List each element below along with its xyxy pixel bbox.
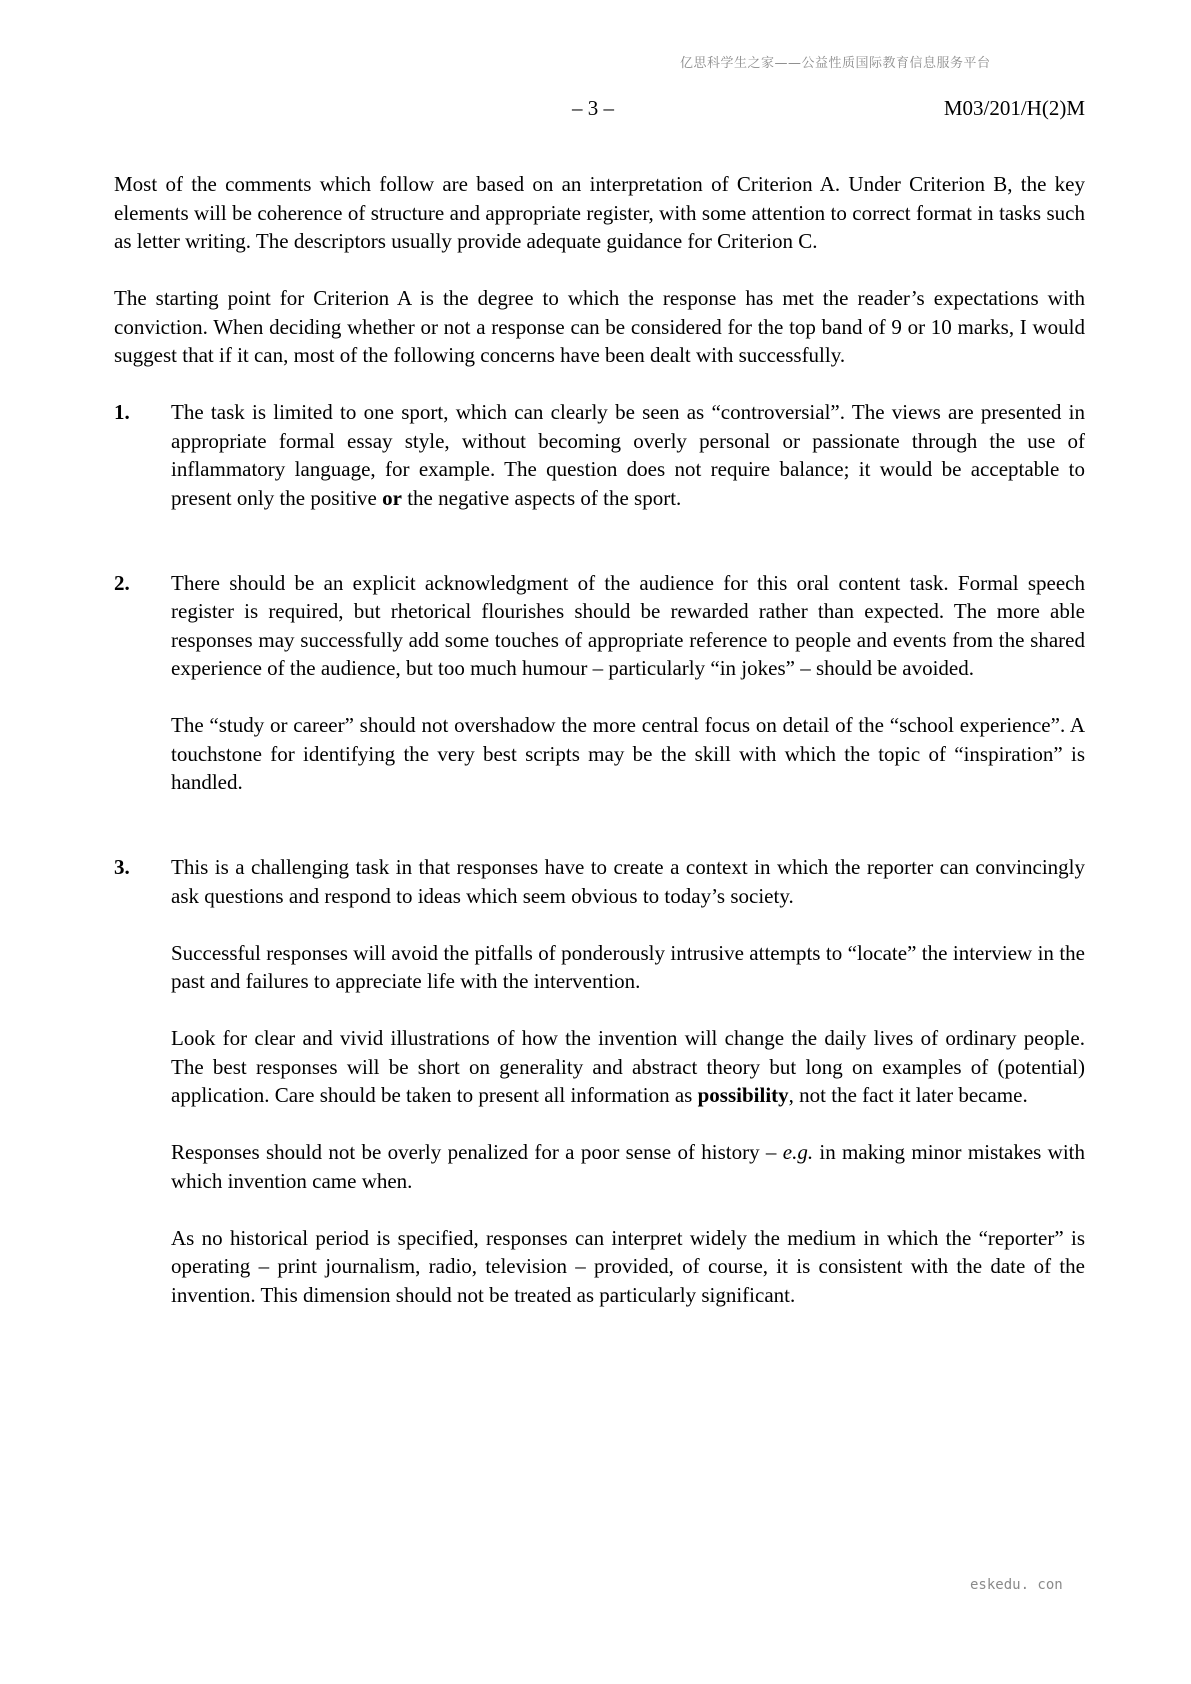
intro-paragraph-2: The starting point for Criterion A is the degree to which the response has met the reader’s expectations with conviction. When deciding whether or not a response can be considered for the top band of 9 or 10 marks, I would suggest that if it can, most of the following concerns have been dealt with successfully. [114,286,1085,367]
list-item-2 [114,569,1085,826]
item-number: 1. [114,400,130,424]
page-number: – 3 – [572,96,614,120]
italic-text: e.g. [782,1140,814,1164]
text-run: in making minor mistakes with which invention came when. [171,1140,1086,1193]
item-number: 3. [114,855,130,879]
text-run: Responses should not be overly penalized for a poor sense of history – [171,1140,783,1164]
bold-text: possibility [697,1083,789,1107]
item-2-paragraph-2: The “study or career” should not overshadow the more central focus on detail of the “school experience”. A touchstone for identifying the very best scripts may be the skill with which the topic of “inspiration” is handled. [171,713,1085,794]
list-item-1 [114,398,1085,541]
intro-paragraph-1: Most of the comments which follow are based on an interpretation of Criterion A. Under Criterion B, the key elements will be coherence of structure and appropriate register, with some attention to correct format in tasks such as letter writing. The descriptors usually provide adequate guidance for Criterion C. [114,172,1085,253]
watermark-text: 亿思科学生之家——公益性质国际教育信息服务平台 [680,56,991,71]
item-body [171,398,1085,541]
item-2-paragraph-1: There should be an explicit acknowledgment of the audience for this oral content task. Formal speech register is required, but rhetorical flourishes should be rewarded rather than expected. The more able responses may successfully add some touches of appropriate reference to people and events from the shared experience of the audience, but too much humour – particularly “in jokes” – should be avoided. [171,570,1085,680]
item-body [171,853,1085,1338]
text-run: the negative aspects of the sport. [401,485,682,510]
item-3-paragraph-1: This is a challenging task in that responses have to create a context in which the reporter can convincingly ask questions and respond to ideas which seem obvious to today’s society. [171,855,1085,908]
item-3-paragraph-5: As no historical period is specified, responses can interpret widely the medium in which the “reporter” is operating – print journalism, radio, television – provided, of course, it is consistent with the date of the invention. This dimension should not be treated as particularly significant. [171,1225,1085,1307]
spacer [114,825,1085,853]
item-3-paragraph-2: Successful responses will avoid the pitfalls of ponderously intrusive attempts to “locate” the interview in the past and failures to appreciate life with the intervention. [171,940,1085,993]
text-run: , not the fact it later became. [788,1083,1028,1107]
item-1-paragraph [171,398,1085,512]
item-number: 2. [114,570,130,595]
list-item-3 [114,853,1085,1338]
item-3-paragraph-3 [171,1024,1085,1110]
document-code: M03/201/H(2)M [943,96,1085,120]
text-run: The task is limited to one sport, which can clearly be seen as “controversial”. The views are presented in appropriate formal essay style, without becoming overly personal or passionate through the use of inflammatory language, for example. The question does not require balance; it would be acceptable to present only the positive [171,400,1085,510]
footer-site-text: eskedu. con [970,1577,1063,1593]
bold-text: or [382,485,402,510]
document-body [114,170,1085,1338]
text-run: Look for clear and vivid illustrations of how the invention will change the daily lives of ordinary people. The best responses will be short on generality and abstract theory but long on examples of (potential) application. Care should be taken to present all information as [171,1026,1085,1107]
spacer [114,541,1085,569]
item-body [171,569,1085,826]
item-3-paragraph-4 [171,1138,1085,1195]
